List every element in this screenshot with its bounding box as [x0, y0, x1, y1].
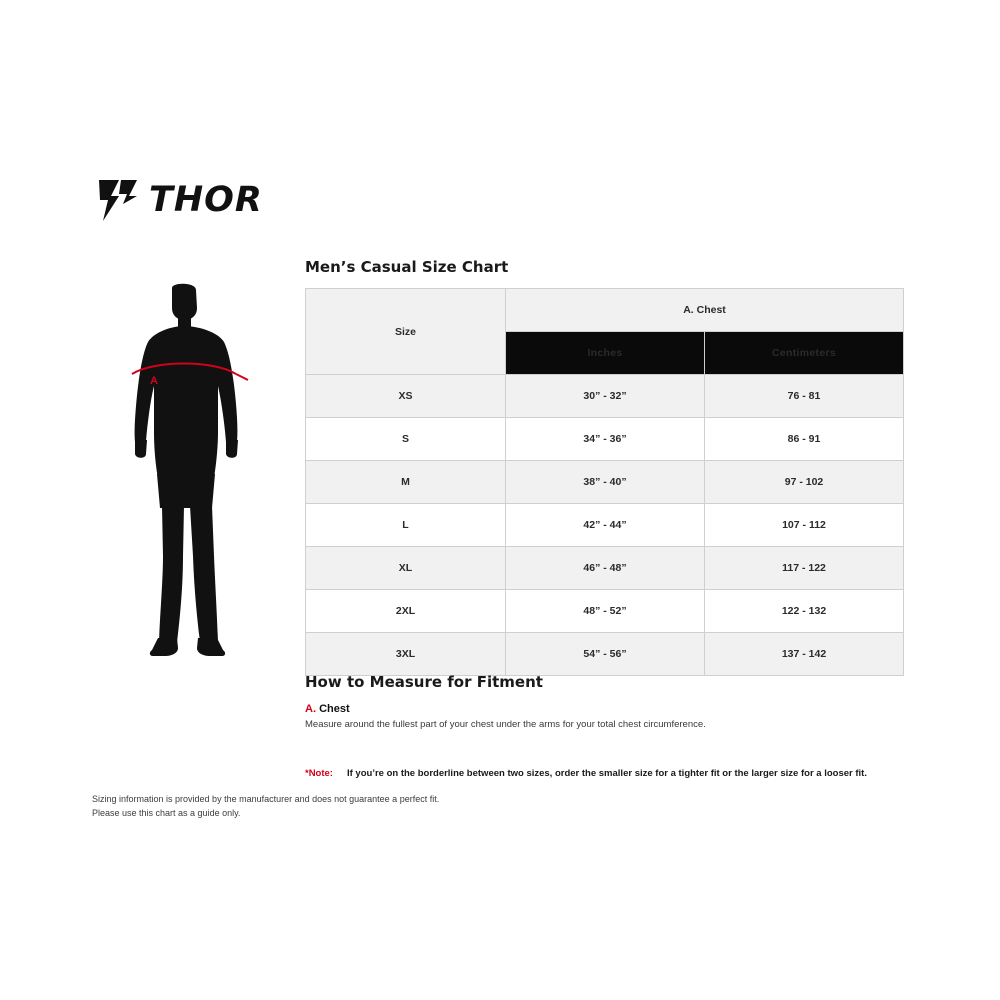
how-to-measure-title: How to Measure for Fitment — [305, 673, 543, 691]
cell-inches: 34” - 36” — [506, 418, 705, 461]
measure-item-heading — [305, 703, 865, 715]
cell-size: XS — [306, 375, 506, 418]
cell-centimeters: 86 - 91 — [705, 418, 904, 461]
cell-inches: 30” - 32” — [506, 375, 705, 418]
note-text: If you’re on the borderline between two sizes, order the smaller size for a tighter fit or the larger size for a looser fit. — [346, 768, 867, 779]
cell-inches: 48” - 52” — [506, 590, 705, 633]
measure-item-letter: A. — [305, 703, 316, 715]
size-chart-table — [305, 288, 904, 676]
note-label: *Note: — [305, 768, 333, 779]
cell-inches: 38” - 40” — [506, 461, 705, 504]
cell-size: S — [306, 418, 506, 461]
cell-size: 2XL — [306, 590, 506, 633]
cell-inches: 46” - 48” — [506, 547, 705, 590]
chest-callout-label: A — [150, 375, 158, 387]
cell-centimeters: 97 - 102 — [705, 461, 904, 504]
cell-centimeters: 76 - 81 — [705, 375, 904, 418]
cell-inches: 42” - 44” — [506, 504, 705, 547]
cell-size: 3XL — [306, 633, 506, 676]
table-row — [306, 504, 904, 547]
column-header-inches: Inches — [506, 332, 705, 375]
cell-centimeters: 117 - 122 — [705, 547, 904, 590]
table-row — [306, 418, 904, 461]
column-header-group-chest: A. Chest — [506, 289, 904, 332]
disclaimer — [92, 793, 439, 821]
table-row — [306, 461, 904, 504]
cell-centimeters: 107 - 112 — [705, 504, 904, 547]
measure-item-name: Chest — [319, 703, 350, 715]
page-title: Men’s Casual Size Chart — [305, 258, 509, 276]
column-header-size: Size — [306, 289, 506, 375]
body-figure-illustration — [110, 282, 270, 682]
how-to-measure-block — [305, 703, 865, 732]
disclaimer-line-2: Please use this chart as a guide only. — [92, 807, 241, 818]
column-header-centimeters: Centimeters — [705, 332, 904, 375]
measure-item-description: Measure around the fullest part of your chest under the arms for your total chest circumference. — [305, 719, 706, 730]
cell-inches: 54” - 56” — [506, 633, 705, 676]
cell-centimeters: 122 - 132 — [705, 590, 904, 633]
fitment-note — [305, 768, 867, 779]
cell-size: M — [306, 461, 506, 504]
table-row — [306, 375, 904, 418]
brand-logo — [97, 178, 263, 222]
thor-hammer-logo-icon — [97, 178, 139, 222]
brand-name: THOR — [149, 179, 263, 220]
table-row — [306, 590, 904, 633]
table-row — [306, 547, 904, 590]
disclaimer-line-1: Sizing information is provided by the manufacturer and does not guarantee a perfect fit. — [92, 794, 440, 804]
cell-centimeters: 137 - 142 — [705, 633, 904, 676]
table-header-row — [306, 289, 904, 332]
table-row — [306, 633, 904, 676]
cell-size: XL — [306, 547, 506, 590]
cell-size: L — [306, 504, 506, 547]
